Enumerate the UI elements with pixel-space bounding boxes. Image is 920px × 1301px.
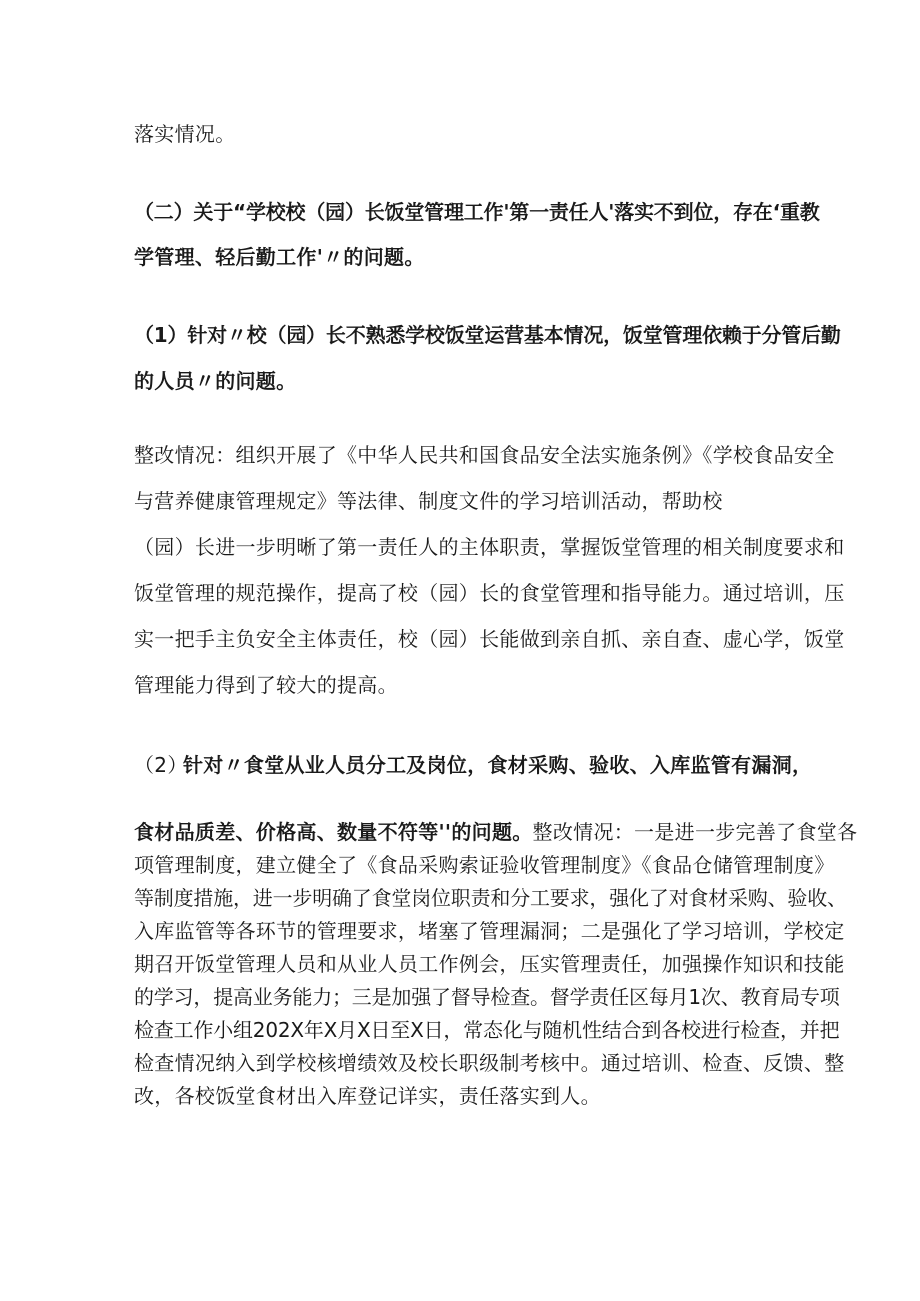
section-heading-line: （二）关于“学校校（园）长饭堂管理工作'第一责任人'落实不到位，存在‘重教 [134,200,820,224]
paragraph-line: 改，各校饭堂食材出入库登记详实，责任落实到人。 [134,1084,601,1108]
subsection-heading-line: 针对〃食堂从业人员分工及岗位，食材采购、验收、入库监管有漏洞， [183,753,813,777]
paragraph-line: 与营养健康管理规定》等法律、制度文件的学习培训活动，帮助校 [134,489,723,513]
subsection-heading-line: （1）针对〃校（园）长不熟悉学校饭堂运营基本情况，饭堂管理依赖于分管后勤 [134,323,841,347]
subsection-number: （2） [134,753,188,777]
paragraph-line: 检查情况纳入到学校核增绩效及校长职级制考核中。通过培训、检查、反馈、整 [134,1051,845,1075]
paragraph-line: （园）长进一步明晰了第一责任人的主体职责，掌握饭堂管理的相关制度要求和 [134,535,845,559]
paragraph-line: 管理能力得到了较大的提高。 [134,673,398,697]
paragraph-line: 项管理制度，建立健全了《食品采购索证验收管理制度》《食品仓储管理制度》 [134,853,835,877]
paragraph-line [134,818,857,846]
paragraph-line: 饭堂管理的规范操作，提高了校（园）长的食堂管理和指导能力。通过培训，压 [134,581,845,605]
paragraph-text: 整改情况：一是进一步完善了食堂各 [532,820,858,844]
paragraph-line: 落实情况。 [134,122,236,146]
subsection-heading-tail: 食材品质差、价格高、数量不符等''的问题。 [134,820,533,844]
section-heading-line: 学管理、轻后勤工作'〃的问题。 [134,245,425,269]
paragraph-line: 检查工作小组202X年X月X日至X日，常态化与随机性结合到各校进行检查，并把 [134,1018,840,1042]
paragraph-line: 期召开饭堂管理人员和从业人员工作例会，压实管理责任，加强操作知识和技能 [134,952,845,976]
paragraph-line: 入库监管等各环节的管理要求，堵塞了管理漏洞；二是强化了学习培训，学校定 [134,919,845,943]
paragraph-line: 实一把手主负安全主体责任，校（园）长能做到亲自抓、亲自查、虚心学，饭堂 [134,627,845,651]
subsection-heading-line: 的人员〃的问题。 [134,369,297,393]
paragraph-line: 等制度措施，进一步明确了食堂岗位职责和分工要求，强化了对食材采购、验收、 [134,886,847,910]
paragraph-line: 整改情况：组织开展了《中华人民共和国食品安全法实施条例》《学校食品安全 [134,443,835,467]
paragraph-line: 的学习，提高业务能力；三是加强了督导检查。督学责任区每月1次、教育局专项 [134,985,840,1009]
